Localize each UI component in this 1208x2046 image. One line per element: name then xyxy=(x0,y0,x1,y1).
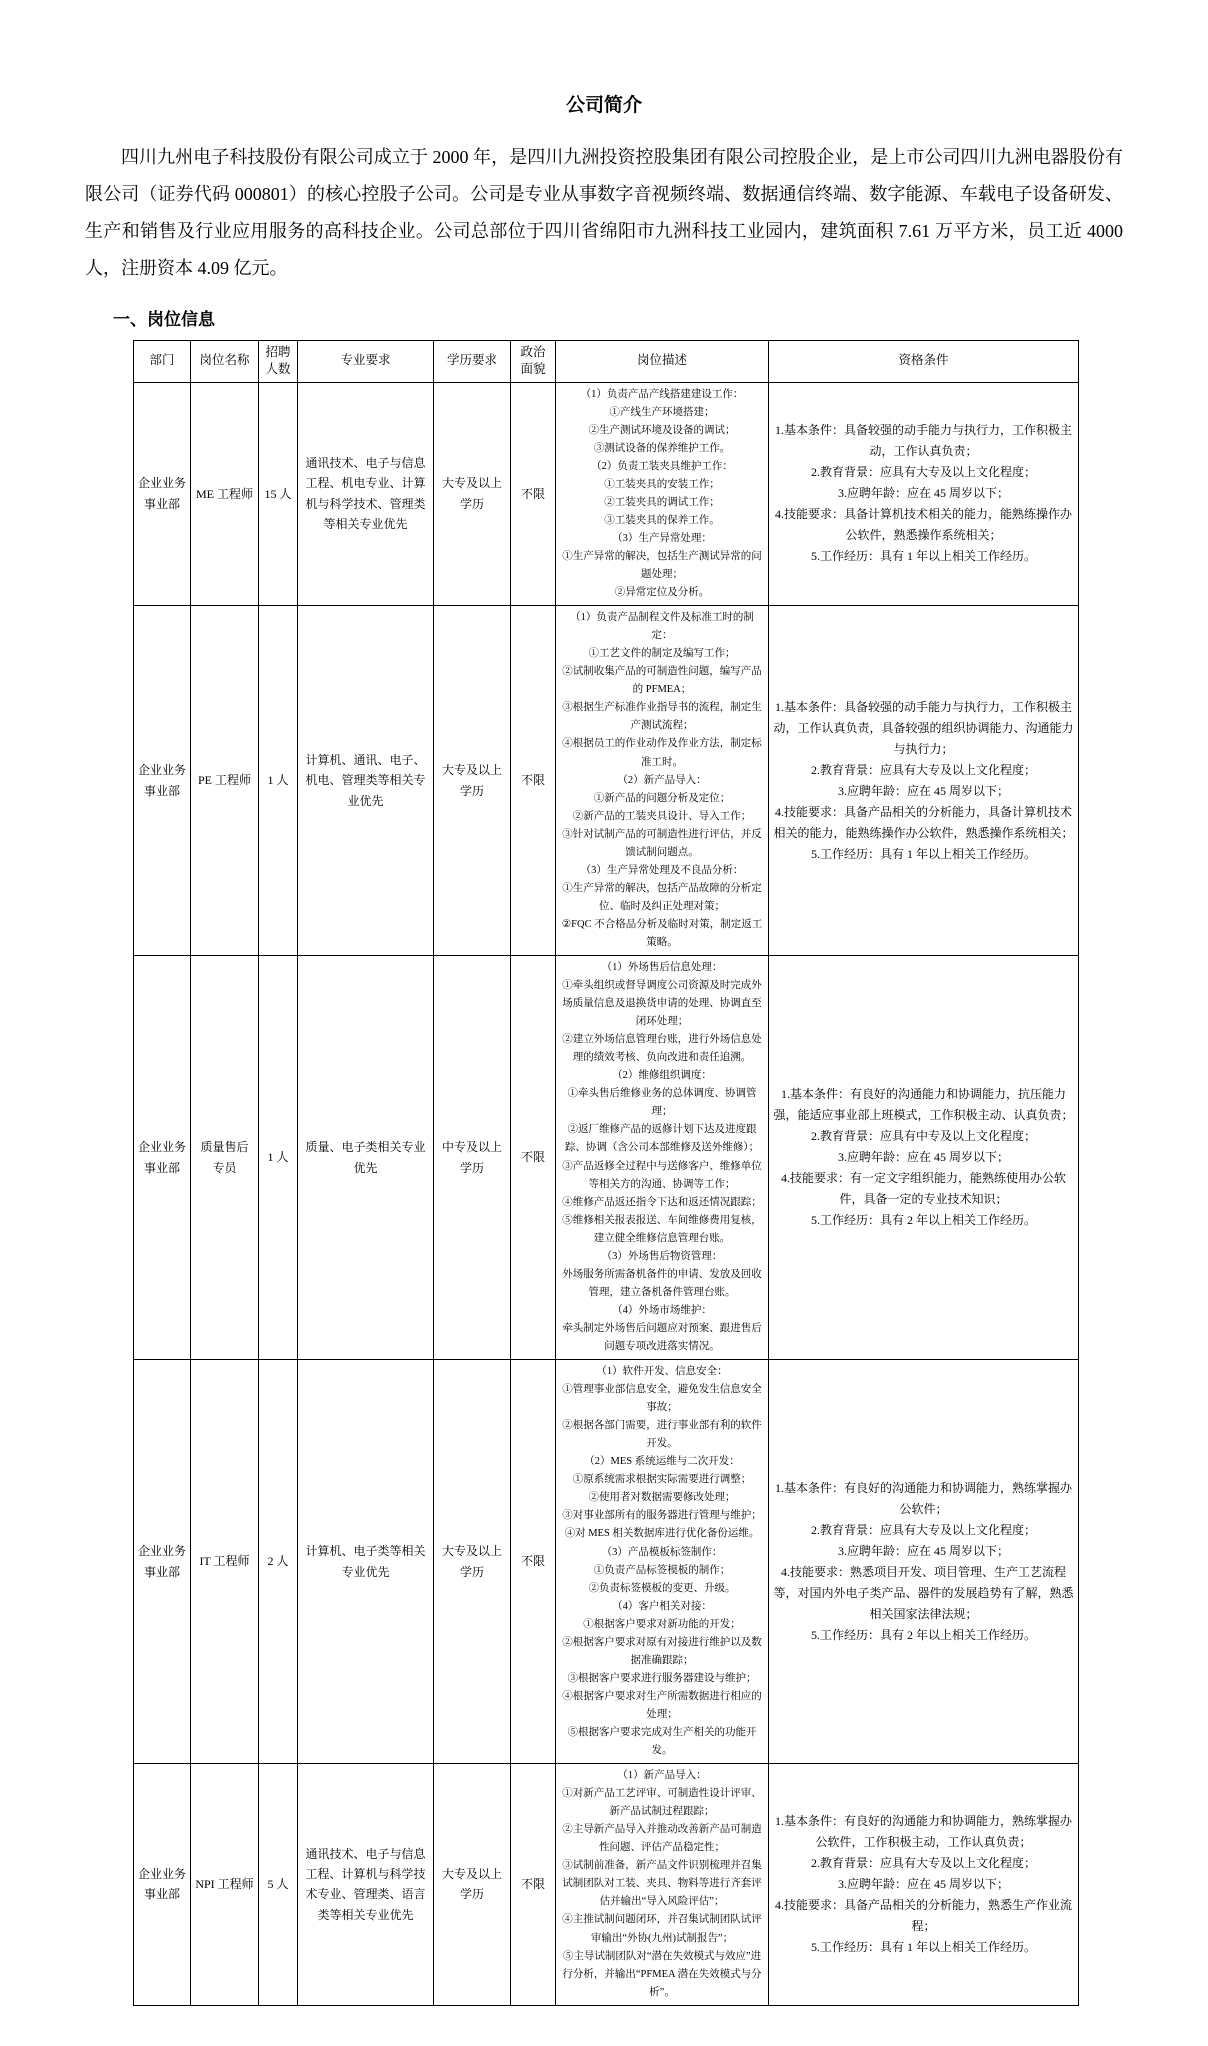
description-line: 外场服务所需备机备件的申请、发放及回收管理，建立备机备件管理台账。 xyxy=(562,1268,762,1298)
description-line: ④维修产品返还指令下达和返还情况跟踪； xyxy=(562,1196,762,1208)
description-line: （1）负责产品产线搭建建设工作： xyxy=(580,388,744,400)
description-line: ①新产品的问题分析及定位； xyxy=(593,792,731,804)
cell-description xyxy=(556,606,769,956)
description-line: ③产品返修全过程中与送修客户、维修单位等相关方的沟通、协调等工作； xyxy=(562,1160,762,1190)
description-line: ①牵头组织或督导调度公司资源及时完成外场质量信息及退换货申请的处理、协调直至闭环处理； xyxy=(562,980,762,1028)
qualifications-line: 5.工作经历：具有 1 年以上相关工作经历。 xyxy=(810,549,1036,564)
positions-table xyxy=(133,340,1079,2006)
description-line: 牵头制定外场售后问题应对预案、跟进售后问题专项改进落实情况。 xyxy=(562,1322,762,1352)
description-line: ④根据员工的作业动作及作业方法，制定标准工时。 xyxy=(562,738,762,768)
cell-political: 不限 xyxy=(511,956,556,1360)
qualifications-line: 3.应聘年龄：应在 45 周岁以下； xyxy=(837,1876,1009,1891)
cell-department: 企业业务事业部 xyxy=(134,1360,191,1764)
cell-qualifications xyxy=(769,606,1079,956)
description-line: ③测试设备的保养维护工作。 xyxy=(593,442,731,454)
description-line: （2）MES 系统运维与二次开发： xyxy=(584,1456,740,1468)
cell-headcount: 15 人 xyxy=(259,382,298,606)
description-line: ②负责标签模板的变更、升级。 xyxy=(588,1582,736,1594)
cell-political: 不限 xyxy=(511,382,556,606)
column-header-description: 岗位描述 xyxy=(556,340,769,382)
cell-position: ME 工程师 xyxy=(191,382,259,606)
qualifications-line: 1.基本条件：具备较强的动手能力与执行力，工作积极主动，工作认真负责，具备较强的组织协调能力、沟通能力与执行力； xyxy=(773,699,1074,756)
column-header-headcount: 招聘人数 xyxy=(259,340,298,382)
table-body xyxy=(134,382,1079,2005)
section-heading-positions: 一、岗位信息 xyxy=(113,309,215,329)
qualifications-line: 5.工作经历：具有 1 年以上相关工作经历。 xyxy=(810,1939,1036,1954)
qualifications-line: 4.技能要求：具备产品相关的分析能力，具备计算机技术相关的能力，能熟练操作办公软件，熟悉操作系统相关； xyxy=(773,804,1074,840)
description-line: ③针对试制产品的可制造性进行评估，并反馈试制问题点。 xyxy=(562,828,762,858)
qualifications-line: 4.技能要求：具备计算机技术相关的能力，能熟练操作办公软件，熟悉操作系统相关； xyxy=(774,507,1072,543)
description-line: ②工装夹具的调试工作； xyxy=(604,496,720,508)
cell-qualifications xyxy=(769,1360,1079,1764)
description-line: ③对事业部所有的服务器进行管理与维护； xyxy=(562,1510,762,1522)
cell-description xyxy=(556,382,769,606)
description-line: ③根据生产标准作业指导书的流程，制定生产测试流程； xyxy=(562,702,762,732)
qualifications-line: 4.技能要求：熟悉项目开发、项目管理、生产工艺流程等，对国内外电子类产品、器件的发展趋势有了解，熟悉相关国家法律法规； xyxy=(773,1564,1074,1621)
description-line: ③工装夹具的保养工作。 xyxy=(604,514,720,526)
qualifications-line: 1.基本条件：有良好的沟通能力和协调能力，熟练掌握办公软件； xyxy=(774,1480,1072,1516)
description-line: ⑤维修相关报表报送、车间维修费用复核，建立健全维修信息管理台账。 xyxy=(562,1214,762,1244)
cell-education: 大专及以上学历 xyxy=(434,382,511,606)
cell-political: 不限 xyxy=(511,606,556,956)
cell-major: 通讯技术、电子与信息工程、机电专业、计算机与科学技术、管理类等相关专业优先 xyxy=(298,382,434,606)
table-row xyxy=(134,1764,1079,2006)
column-header-major: 专业要求 xyxy=(298,340,434,382)
qualifications-line: 3.应聘年龄：应在 45 周岁以下； xyxy=(837,1150,1009,1165)
cell-department: 企业业务事业部 xyxy=(134,382,191,606)
qualifications-line: 4.技能要求：具备产品相关的分析能力，熟悉生产作业流程； xyxy=(774,1897,1072,1933)
qualifications-line: 2.教育背景：应具有大专及以上文化程度； xyxy=(810,1522,1036,1537)
description-line: ②FQC 不合格品分析及临时对策，制定返工策略。 xyxy=(561,918,763,948)
qualifications-line: 3.应聘年龄：应在 45 周岁以下； xyxy=(837,486,1009,501)
description-line: （1）外场售后信息处理： xyxy=(601,962,723,974)
page-title: 公司简介 xyxy=(565,95,642,116)
table-row xyxy=(134,382,1079,606)
description-line: （3）外场售后物资管理： xyxy=(601,1250,723,1262)
cell-headcount: 1 人 xyxy=(259,606,298,956)
description-line: ④主推试制问题闭环，并召集试制团队试评审输出“外协(九州)试制报告”； xyxy=(562,1914,762,1944)
description-line: ①工艺文件的制定及编写工作； xyxy=(588,648,736,660)
cell-education: 中专及以上学历 xyxy=(434,956,511,1360)
cell-education: 大专及以上学历 xyxy=(434,1360,511,1764)
description-line: （3）生产异常处理： xyxy=(612,532,712,544)
cell-headcount: 2 人 xyxy=(259,1360,298,1764)
description-line: ①管理事业部信息安全，避免发生信息安全事故； xyxy=(562,1384,762,1414)
table-row xyxy=(134,606,1079,956)
cell-headcount: 5 人 xyxy=(259,1764,298,2006)
qualifications-line: 2.教育背景：应具有大专及以上文化程度； xyxy=(810,762,1036,777)
cell-description xyxy=(556,956,769,1360)
description-line: （2）新产品导入： xyxy=(617,774,707,786)
description-line: ①生产异常的解决，包括产品故障的分析定位、临时及纠正处理对策； xyxy=(562,882,762,912)
table-row xyxy=(134,956,1079,1360)
description-line: ④根据客户要求对生产所需数据进行相应的处理； xyxy=(562,1690,762,1720)
description-line: ①产线生产环境搭建； xyxy=(609,406,715,418)
cell-political: 不限 xyxy=(511,1764,556,2006)
cell-position: 质量售后专员 xyxy=(191,956,259,1360)
description-line: ②主导新产品导入并推动改善新产品可制造性问题、评估产品稳定性； xyxy=(562,1824,762,1854)
description-line: ④对 MES 相关数据库进行优化备份运维。 xyxy=(564,1528,760,1540)
cell-position: PE 工程师 xyxy=(191,606,259,956)
qualifications-line: 4.技能要求：有一定文字组织能力，能熟练使用办公软件，具备一定的专业技术知识； xyxy=(780,1171,1066,1207)
description-line: ②根据各部门需要，进行事业部有利的软件开发。 xyxy=(562,1420,762,1450)
description-line: （2）负责工装夹具维护工作： xyxy=(591,460,733,472)
cell-position: NPI 工程师 xyxy=(191,1764,259,2006)
cell-description xyxy=(556,1360,769,1764)
description-line: （1）负责产品制程文件及标准工时的制定： xyxy=(570,612,754,642)
table-row xyxy=(134,1360,1079,1764)
cell-qualifications xyxy=(769,1764,1079,2006)
column-header-qualifications: 资格条件 xyxy=(769,340,1079,382)
qualifications-line: 3.应聘年龄：应在 45 周岁以下； xyxy=(837,783,1009,798)
description-line: ①牵头售后维修业务的总体调度、协调管理； xyxy=(567,1088,757,1118)
qualifications-line: 5.工作经历：具有 2 年以上相关工作经历。 xyxy=(810,1213,1036,1228)
cell-political: 不限 xyxy=(511,1360,556,1764)
qualifications-line: 2.教育背景：应具有大专及以上文化程度； xyxy=(810,465,1036,480)
description-line: （1）软件开发、信息安全： xyxy=(596,1366,728,1378)
description-line: ②新产品的工装夹具设计、导入工作； xyxy=(572,810,752,822)
description-line: ①生产异常的解决，包括生产测试异常的问题处理； xyxy=(562,550,762,581)
qualifications-line: 1.基本条件：具备较强的动手能力与执行力，工作积极主动，工作认真负责； xyxy=(774,423,1072,459)
cell-headcount: 1 人 xyxy=(259,956,298,1360)
description-line: ②生产测试环境及设备的调试； xyxy=(588,424,736,436)
cell-education: 大专及以上学历 xyxy=(434,606,511,956)
description-line: ⑤根据客户要求完成对生产相关的功能开发。 xyxy=(567,1726,757,1757)
description-line: （3）生产异常处理及不良品分析： xyxy=(580,864,744,876)
qualifications-line: 2.教育背景：应具有大专及以上文化程度； xyxy=(810,1855,1036,1870)
cell-major: 通讯技术、电子与信息工程、计算机与科学技术专业、管理类、语言类等相关专业优先 xyxy=(298,1764,434,2006)
cell-major: 计算机、通讯、电子、机电、管理类等相关专业优先 xyxy=(298,606,434,956)
description-line: （1）新产品导入： xyxy=(617,1770,707,1782)
qualifications-line: 5.工作经历：具有 2 年以上相关工作经历。 xyxy=(810,1627,1036,1642)
description-line: ①原系统需求根据实际需要进行调整； xyxy=(572,1474,752,1486)
table-header-row xyxy=(134,340,1079,382)
qualifications-line: 5.工作经历：具有 1 年以上相关工作经历。 xyxy=(810,846,1036,861)
cell-qualifications xyxy=(769,956,1079,1360)
column-header-department: 部门 xyxy=(134,340,191,382)
cell-education: 大专及以上学历 xyxy=(434,1764,511,2006)
description-line: ①对新产品工艺评审、可制造性设计评审、新产品试制过程跟踪； xyxy=(562,1788,762,1818)
cell-qualifications xyxy=(769,382,1079,606)
cell-description xyxy=(556,1764,769,2006)
cell-department: 企业业务事业部 xyxy=(134,1764,191,2006)
cell-department: 企业业务事业部 xyxy=(134,606,191,956)
description-line: ②根据客户要求对原有对接进行维护以及数据准确跟踪； xyxy=(562,1636,762,1666)
description-line: ②使用者对数据需要修改处理； xyxy=(588,1492,736,1504)
column-header-position: 岗位名称 xyxy=(191,340,259,382)
column-header-education: 学历要求 xyxy=(434,340,511,382)
qualifications-line: 1.基本条件：有良好的沟通能力和协调能力，抗压能力强，能适应事业部上班模式，工作积极主动、认真负责； xyxy=(773,1087,1074,1123)
description-line: （4）外场市场维护： xyxy=(612,1304,712,1316)
qualifications-line: 1.基本条件：有良好的沟通能力和协调能力，熟练掌握办公软件，工作积极主动，工作认真负责； xyxy=(774,1813,1072,1849)
cell-major: 质量、电子类相关专业优先 xyxy=(298,956,434,1360)
column-header-political: 政治面貌 xyxy=(511,340,556,382)
company-intro-paragraph: 四川九州电子科技股份有限公司成立于 2000 年，是四川九洲投资控股集团有限公司控股企业，是上市公司四川九洲电器股份有限公司（证券代码 000801）的核心控股子公司。公司是专业从事数字音视频终端、数据通信终端、数字能源、车载电子设备研发、生产和销售及行业应用服务的高科技企业。公司总部位于四川省绵阳市九洲科技工业园内，建筑面积 7.61 万平方米，员工近 4000 人，注册资本 4.09 亿元。 xyxy=(85,147,1123,278)
cell-position: IT 工程师 xyxy=(191,1360,259,1764)
description-line: （4）客户相关对接： xyxy=(612,1600,712,1612)
description-line: ①根据客户要求对新功能的开发； xyxy=(583,1618,741,1630)
description-line: ③试制前准备，新产品文件识别梳理并召集试制团队对工装、夹具、物料等进行齐套评估并输出“导入风险评估”； xyxy=(562,1860,762,1908)
description-line: ②异常定位及分析。 xyxy=(614,587,710,599)
description-line: ③根据客户要求进行服务器建设与维护； xyxy=(567,1672,757,1684)
description-line: ②返厂维修产品的返修计划下达及进度跟踪、协调（含公司本部维修及送外维修）； xyxy=(564,1124,760,1154)
description-line: （3）产品模板标签制作： xyxy=(601,1546,723,1558)
cell-department: 企业业务事业部 xyxy=(134,956,191,1360)
description-line: （2）维修组织调度： xyxy=(612,1070,712,1082)
qualifications-line: 3.应聘年龄：应在 45 周岁以下； xyxy=(837,1543,1009,1558)
qualifications-line: 2.教育背景：应具有中专及以上文化程度； xyxy=(810,1129,1036,1144)
table-header xyxy=(134,340,1079,382)
description-line: ①工装夹具的安装工作； xyxy=(604,478,720,490)
description-line: ②建立外场信息管理台账，进行外场信息处理的绩效考核、负向改进和责任追溯。 xyxy=(562,1034,762,1064)
description-line: ②试制收集产品的可制造性问题，编写产品的 PFMEA； xyxy=(562,666,762,696)
description-line: ⑤主导试制团队对“潜在失效模式与效应”进行分析，并输出“PFMEA 潜在失效模式与分析”。 xyxy=(562,1950,762,1998)
description-line: ①负责产品标签模板的制作； xyxy=(593,1564,731,1576)
cell-major: 计算机、电子类等相关专业优先 xyxy=(298,1360,434,1764)
